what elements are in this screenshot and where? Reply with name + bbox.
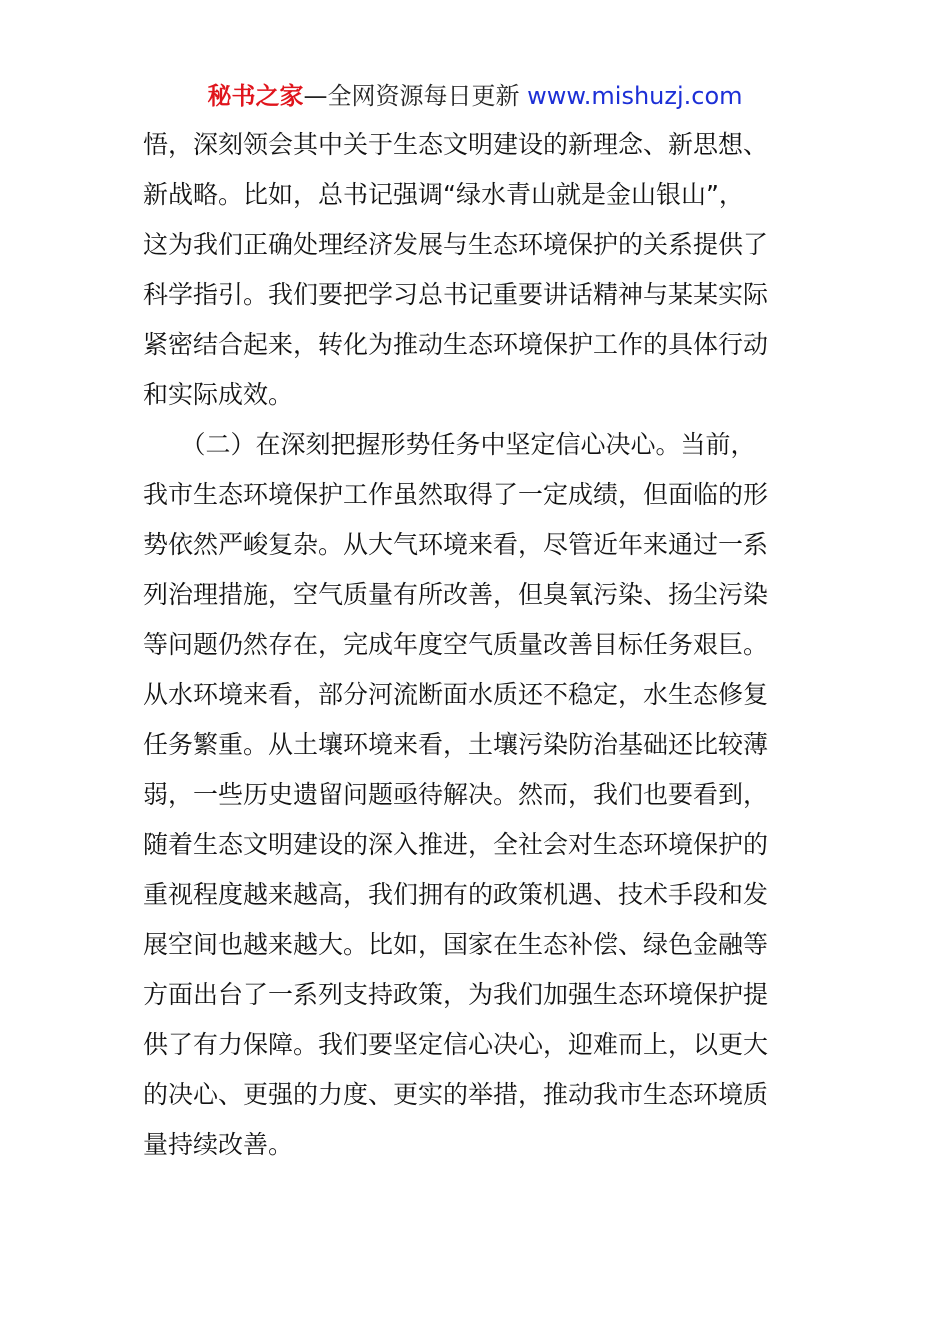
text-line: 供了有力保障。我们要坚定信心决心，迎难而上，以更大 bbox=[143, 1030, 769, 1059]
text-line: 任务繁重。从土壤环境来看，土壤污染防治基础还比较薄 bbox=[143, 730, 769, 759]
text-line: 等问题仍然存在，完成年度空气质量改善目标任务艰巨。 bbox=[143, 630, 769, 659]
text-line: 方面出台了一系列支持政策，为我们加强生态环境保护提 bbox=[143, 980, 769, 1009]
text-line: 重视程度越来越高，我们拥有的政策机遇、技术手段和发 bbox=[143, 880, 769, 909]
text-line: 和实际成效。 bbox=[143, 380, 294, 409]
text-line: 弱，一些历史遗留问题亟待解决。然而，我们也要看到， bbox=[143, 780, 769, 809]
site-brand: 秘书之家 bbox=[207, 82, 304, 110]
text-line: 展空间也越来越大。比如，国家在生态补偿、绿色金融等 bbox=[143, 930, 769, 959]
site-url-link[interactable]: www.mishuzj.com bbox=[527, 82, 743, 110]
text-line: 紧密结合起来，转化为推动生态环境保护工作的具体行动 bbox=[143, 330, 769, 359]
text-line: 我市生态环境保护工作虽然取得了一定成绩，但面临的形 bbox=[143, 480, 769, 509]
text-line: 新战略。比如，总书记强调“绿水青山就是金山银山”， bbox=[143, 180, 744, 209]
text-line: 势依然严峻复杂。从大气环境来看，尽管近年来通过一系 bbox=[143, 530, 769, 559]
text-line: 的决心、更强的力度、更实的举措，推动我市生态环境质 bbox=[143, 1080, 769, 1109]
text-line: 从水环境来看，部分河流断面水质还不稳定，水生态修复 bbox=[143, 680, 769, 709]
text-line: 量持续改善。 bbox=[143, 1130, 294, 1159]
text-line: 科学指引。我们要把学习总书记重要讲话精神与某某实际 bbox=[143, 280, 769, 309]
text-line: 列治理措施，空气质量有所改善，但臭氧污染、扬尘污染 bbox=[143, 580, 769, 609]
text-line: 悟，深刻领会其中关于生态文明建设的新理念、新思想、 bbox=[143, 130, 769, 159]
text-line: 随着生态文明建设的深入推进，全社会对生态环境保护的 bbox=[143, 830, 769, 859]
page-header bbox=[0, 80, 950, 112]
document-body bbox=[143, 120, 807, 1170]
site-tagline: —全网资源每日更新 bbox=[303, 82, 528, 110]
section-heading-line: （二）在深刻把握形势任务中坚定信心决心。当前， bbox=[143, 430, 756, 459]
text-line: 这为我们正确处理经济发展与生态环境保护的关系提供了 bbox=[143, 230, 769, 259]
